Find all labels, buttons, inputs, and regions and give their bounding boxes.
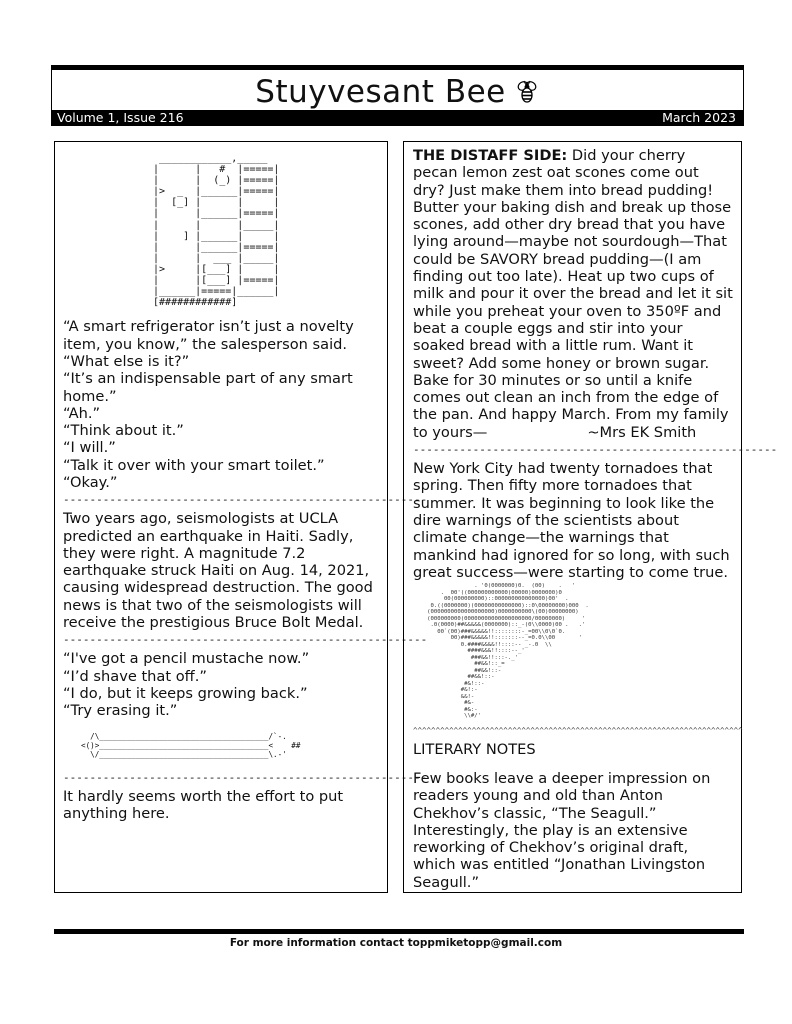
refrigerator-dialogue [63, 318, 379, 491]
dialogue-line: “Try erasing it.” [63, 702, 178, 720]
literary-notes-heading: LITERARY NOTES [413, 740, 536, 758]
right-column [403, 141, 778, 893]
section-divider: ------------------------------------------------------- [63, 770, 428, 784]
section-divider: ------------------------------------------------------- [63, 633, 428, 647]
dialogue-line: “I do, but it keeps growing back.” [63, 684, 308, 702]
section-divider: ------------------------------------------------------- [413, 443, 778, 457]
dialogue-line: “Ah.” [63, 404, 101, 422]
issue-volume: Volume 1, Issue 216 [57, 110, 184, 125]
left-column [54, 141, 428, 893]
distaff-signature: ~Mrs EK Smith [587, 423, 697, 441]
closing-note: It hardly seems worth the effort to put anything here. [63, 787, 344, 822]
dialogue-line: “I’d shave that off.” [63, 667, 207, 685]
tornado-ascii-art: . '0(0000000)0. (00) . ' . 00'((000000000000)00000)0000000)0 00(000000000)::000000000000000)00' . 0.((0000000)(00000000000000)::0\00000000)000 . (0000000000000000000)0000000000\(00)00000000) (000000000(00000000000000000000/00000000) ' .0(0000)##&&&&&(0000000)::_-(0\\0000)00 . .' 00`(00)###&&&&&!!::::::::-_=00\\0\0`0. 00)###&&&&&!!:::::::--_=0.0\\00 ' 0.####&&&&!!::::-- _-.0 \\ ####&&&!!::::--_' ###&&!!:::-._' ##&&!::_= ##&&!::- ##&&!::- #&!::- #&!:- &&!- #&- #&:- \\#/' [427, 583, 589, 720]
mustache-dialogue [63, 650, 379, 719]
refrigerator-ascii-art: ____________,_____ | | # |=====| | | (_) |=====| |> _ |______|=====| | [_] | | | | |______|=====| | | |_____| | ] |______| | | |______|=====| | | ___ |_____| |> |[___] | | | |[___] |=====| |______|=====|______| [############] [153, 153, 280, 309]
dialogue-line: “Okay.” [63, 473, 118, 491]
distaff-body: Did your cherry pecan lemon zest oat scones come out dry? Just make them into bread pudding! Butter your baking dish and break up those scones, add other dry bread that you have lying around—maybe not sourdough—That could be SAVORY bread pudding—(I am finding out too late). Heat up two cups of milk and pour it over the bread and let it sit while you preheat your oven to 350ºF and beat a couple eggs and stir into your soaked bread with a little rum. Want it sweet? Add some honey or brown sugar. Bake for 30 minutes or so until a knife comes out clean an inch from the edge of the pan. And happy March. From my family to yours— [413, 147, 733, 441]
dialogue-line: “It’s an indispensable part of any smart home.” [63, 370, 353, 405]
dialogue-line: “Think about it.” [63, 422, 184, 440]
tornado-story: New York City had twenty tornadoes that spring. Then fifty more tornadoes that summer. It was beginning to look like the dire warnings of the scientists about climate change—the warnings that mankind had ignored for so long, with such great success—were starting to come true. [413, 460, 730, 581]
pencil-ascii-art: /\_____________________________________/`-. <()>_____________________________________< ## \/_____________________________________\.-' [81, 731, 301, 759]
footer-contact: For more information contact toppmiketopp@gmail.com [229, 937, 563, 949]
dialogue-line: “What else is it?” [63, 352, 190, 370]
section-divider: ------------------------------------------------------- [63, 493, 428, 507]
newsletter-title: Stuyvesant Bee [255, 74, 506, 110]
earthquake-story: Two years ago, seismologists at UCLA predicted an earthquake in Haiti. Sadly, they were right. A magnitude 7.2 earthquake struck Haiti on Aug. 14, 2021, causing widespread destruction. The good news is that two of the seismologists will receive the prestigious Bruce Bolt Medal. [63, 510, 373, 632]
dialogue-line: “A smart refrigerator isn’t just a novelty item, you know,” the salesperson said. [63, 318, 354, 353]
dialogue-line: “Talk it over with your smart toilet.” [63, 456, 325, 474]
masthead [51, 70, 744, 110]
dialogue-line: “I've got a pencil mustache now.” [63, 650, 310, 668]
bee-icon [514, 72, 540, 116]
caret-divider: ^^^^^^^^^^^^^^^^^^^^^^^^^^^^^^^^^^^^^^^^^^^^^^^^^^^^^^^^^^^^^^^^^^^^^^^^^ [413, 725, 743, 735]
dialogue-line: “I will.” [63, 439, 116, 457]
issue-date: March 2023 [662, 110, 736, 125]
distaff-heading: THE DISTAFF SIDE: [413, 147, 568, 164]
bottom-rule [54, 929, 744, 934]
distaff-side-column [413, 147, 733, 441]
issue-info-bar [51, 110, 744, 126]
literary-notes-body: Few books leave a deeper impression on readers young and old than Anton Chekhov’s classic, “The Seagull.” Interestingly, the play is an extensive reworking of Chekhov’s original draft, which was entitled “Jonathan Livingston Seagull.” [413, 769, 711, 891]
